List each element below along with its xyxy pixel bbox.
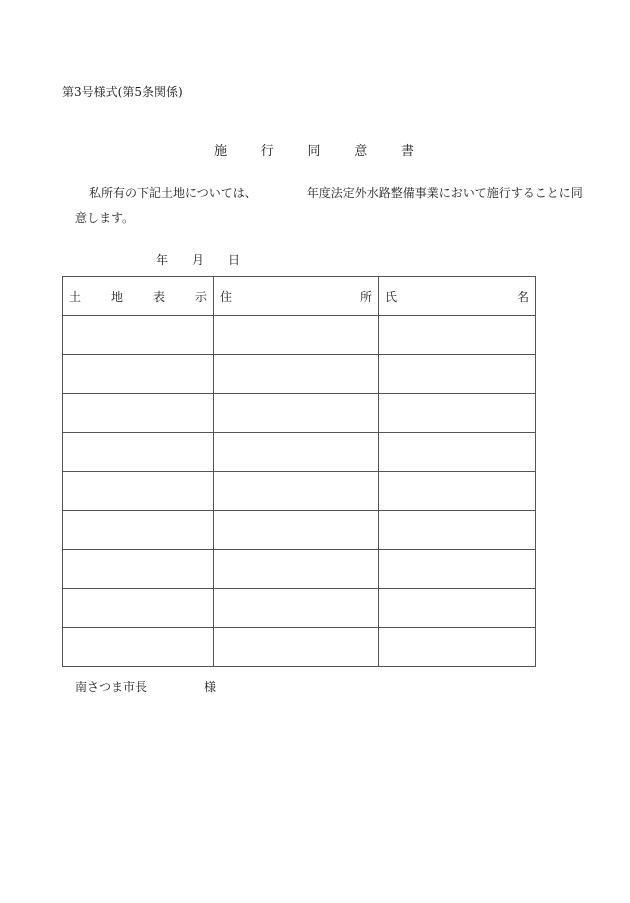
- consent-part2: 年度法定外水路整備事業において施行することに同: [306, 186, 583, 200]
- header-land-description: 土 地 表 示: [63, 277, 214, 316]
- name-cell[interactable]: [379, 628, 536, 667]
- name-cell[interactable]: [379, 394, 536, 433]
- table-row: [63, 472, 536, 511]
- name-cell[interactable]: [379, 550, 536, 589]
- table-row: [63, 394, 536, 433]
- consent-part1: 私所有の下記土地については、: [89, 186, 257, 200]
- land-cell[interactable]: [63, 433, 214, 472]
- document-title: [214, 140, 414, 159]
- table-row: [63, 550, 536, 589]
- name-cell[interactable]: [379, 433, 536, 472]
- title-char: 書: [400, 144, 414, 159]
- land-cell[interactable]: [63, 550, 214, 589]
- address-cell[interactable]: [214, 472, 379, 511]
- date-month: 月: [192, 253, 205, 267]
- date-day: 日: [228, 253, 241, 267]
- table-row: [63, 628, 536, 667]
- address-cell[interactable]: [214, 589, 379, 628]
- land-cell[interactable]: [63, 355, 214, 394]
- consent-statement: [89, 184, 583, 201]
- addressee-honorific: 様: [204, 680, 217, 694]
- addressee: [75, 678, 216, 695]
- land-cell[interactable]: [63, 589, 214, 628]
- land-cell[interactable]: [63, 394, 214, 433]
- land-table: [62, 276, 536, 667]
- consent-statement-cont: 意します。: [75, 211, 135, 225]
- form-number: 第3号様式(第5条関係): [62, 85, 183, 99]
- name-cell[interactable]: [379, 472, 536, 511]
- title-char: 行: [260, 144, 274, 159]
- address-cell[interactable]: [214, 433, 379, 472]
- table-header-row: [63, 277, 536, 316]
- table-row: [63, 589, 536, 628]
- date-line: [156, 251, 264, 268]
- date-year: 年: [156, 253, 169, 267]
- title-char: 施: [214, 144, 228, 159]
- addressee-name: 南さつま市長: [75, 680, 148, 694]
- address-cell[interactable]: [214, 316, 379, 355]
- address-cell[interactable]: [214, 511, 379, 550]
- header-name: 氏 名: [379, 277, 536, 316]
- land-cell[interactable]: [63, 628, 214, 667]
- name-cell[interactable]: [379, 355, 536, 394]
- header-address: 住 所: [214, 277, 379, 316]
- land-cell[interactable]: [63, 511, 214, 550]
- address-cell[interactable]: [214, 550, 379, 589]
- table-row: [63, 316, 536, 355]
- name-cell[interactable]: [379, 511, 536, 550]
- land-cell[interactable]: [63, 472, 214, 511]
- name-cell[interactable]: [379, 316, 536, 355]
- land-cell[interactable]: [63, 316, 214, 355]
- title-char: 意: [354, 144, 368, 159]
- title-char: 同: [307, 144, 321, 159]
- address-cell[interactable]: [214, 394, 379, 433]
- address-cell[interactable]: [214, 355, 379, 394]
- table-row: [63, 355, 536, 394]
- table-row: [63, 433, 536, 472]
- table-row: [63, 511, 536, 550]
- name-cell[interactable]: [379, 589, 536, 628]
- address-cell[interactable]: [214, 628, 379, 667]
